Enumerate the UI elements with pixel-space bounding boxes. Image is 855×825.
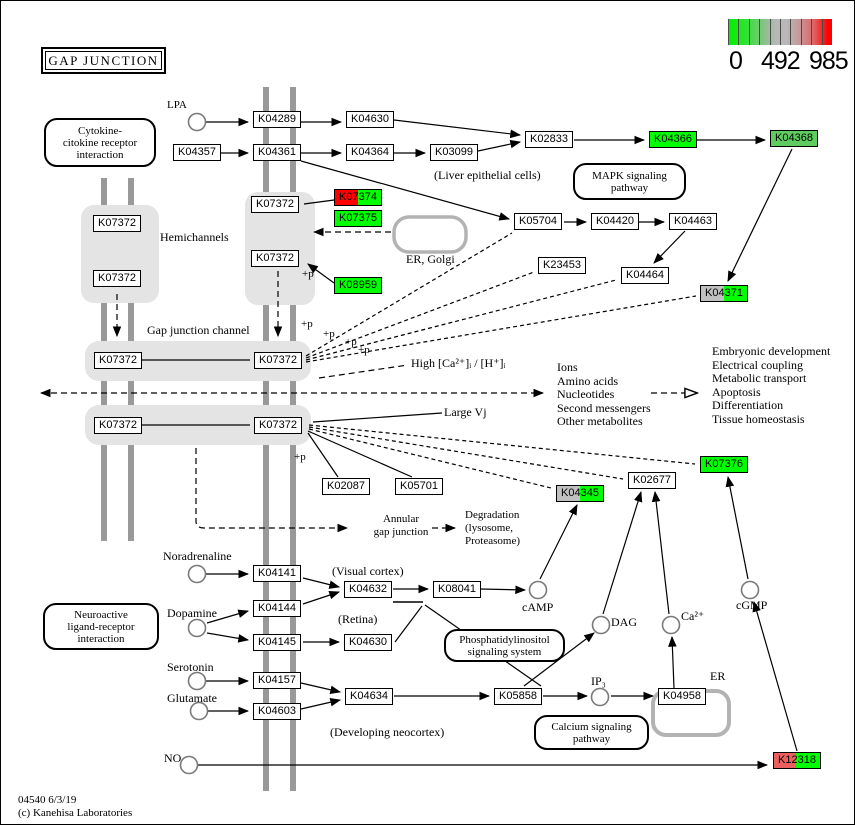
label-lpa: LPA	[167, 99, 187, 111]
ko-box-k02087[interactable]: K02087	[322, 478, 370, 495]
biological-effects-list: Embryonic development Electrical coupling Metabolic transport Apoptosis Differentiation Tissue homeostasis	[712, 344, 831, 426]
label-degradation: Degradation (lysosome, Proteasome)	[465, 509, 520, 547]
label-liver-cells: (Liver epithelial cells)	[434, 168, 541, 182]
label-gap-junction-channel: Gap junction channel	[147, 323, 250, 337]
ko-box-k04141[interactable]: K04141	[253, 565, 301, 582]
pathway-link-cytokine[interactable]: Cytokine- citokine receptor interaction	[44, 118, 156, 167]
label-ca2: Ca²⁺	[681, 609, 705, 623]
ko-box-k23453[interactable]: K23453	[538, 257, 586, 274]
ko-box-k07374[interactable]: K07374	[334, 189, 382, 206]
compound-lpa[interactable]	[189, 114, 206, 131]
colorbar-min-label: 0	[729, 47, 742, 75]
label-glutamate: Glutamate	[167, 691, 217, 705]
ko-box-k04463[interactable]: K04463	[669, 213, 717, 230]
ko-box-k03099[interactable]: K03099	[430, 144, 478, 161]
compound-ip3[interactable]	[592, 689, 609, 706]
ko-box-k04357[interactable]: K04357	[173, 144, 221, 161]
label-noradrenaline: Noradrenaline	[163, 549, 232, 563]
compound-dopamine[interactable]	[189, 620, 206, 637]
label-ip3: IP₃	[591, 674, 606, 688]
ko-box-k02833[interactable]: K02833	[525, 131, 573, 148]
pathway-link-mapk[interactable]: MAPK signaling pathway	[573, 163, 686, 200]
ko-box-k04345[interactable]: K04345	[556, 485, 604, 502]
ko-box-k02677[interactable]: K02677	[628, 472, 676, 489]
label-plus-p-4: +p	[358, 344, 370, 356]
ko-box-k05704[interactable]: K05704	[514, 213, 562, 230]
ko-box-k08041[interactable]: K08041	[433, 581, 481, 598]
er-golgi-shape	[394, 217, 466, 252]
label-hemichannels: Hemichannels	[160, 230, 229, 244]
compound-ca[interactable]	[663, 617, 680, 634]
ko-box-k04632[interactable]: K04632	[344, 581, 392, 598]
ko-box-k04157[interactable]: K04157	[253, 672, 301, 689]
label-visual-cortex: (Visual cortex)	[332, 564, 404, 578]
label-large-vj: Large Vj	[444, 405, 487, 419]
ko-box-k04368[interactable]: K04368	[770, 130, 818, 147]
ko-box-k04366[interactable]: K04366	[649, 131, 697, 148]
ko-box-k07375[interactable]: K07375	[334, 210, 382, 227]
ko-box-k07372-left-top[interactable]: K07372	[93, 215, 141, 232]
label-plus-p-2: +p	[323, 328, 335, 340]
label-retina: (Retina)	[338, 612, 378, 626]
compound-dag[interactable]	[593, 617, 610, 634]
ko-box-k04371[interactable]: K04371	[700, 285, 748, 302]
label-developing-neocortex: (Developing neocortex)	[330, 725, 445, 739]
compound-glutamate[interactable]	[191, 703, 208, 720]
label-er: ER	[710, 669, 726, 683]
ko-box-k07372-gj4[interactable]: K07372	[254, 417, 302, 434]
ko-box-k07372-gj1[interactable]: K07372	[94, 352, 142, 369]
pathway-link-phosphatidylinositol[interactable]: Phosphatidylinositol signaling system	[444, 629, 565, 662]
label-dag: DAG	[611, 615, 637, 629]
ko-box-k04603[interactable]: K04603	[253, 703, 301, 720]
page-title: GAP JUNCTION	[41, 47, 166, 74]
ko-box-k07372-gj3[interactable]: K07372	[94, 417, 142, 434]
label-plus-p-1: +p	[301, 318, 313, 330]
colorbar-max-label: 985	[809, 47, 848, 75]
label-camp: cAMP	[522, 600, 554, 614]
colorbar-mid-label: 492	[761, 47, 800, 75]
ko-box-k04420[interactable]: K04420	[591, 213, 639, 230]
label-no: NO	[164, 751, 182, 765]
ko-box-k04630-retina[interactable]: K04630	[344, 634, 392, 651]
compound-serotonin[interactable]	[189, 673, 206, 690]
ko-box-k12318[interactable]: K12318	[773, 752, 821, 769]
ko-box-k04145[interactable]: K04145	[253, 634, 301, 651]
ko-box-k05701[interactable]: K05701	[395, 478, 443, 495]
label-plus-p-5: +p	[294, 451, 306, 463]
ko-box-k04634[interactable]: K04634	[345, 688, 393, 705]
compound-no[interactable]	[181, 757, 198, 774]
ko-box-k04364[interactable]: K04364	[346, 144, 394, 161]
label-er-golgi: ER, Golgi	[406, 252, 455, 266]
ko-box-k07372-gj2[interactable]: K07372	[254, 352, 302, 369]
ko-box-k07376[interactable]: K07376	[700, 456, 748, 473]
label-dopamine: Dopamine	[167, 606, 217, 620]
label-plus-p-3: +p	[345, 336, 357, 348]
compound-noradrenaline[interactable]	[189, 566, 206, 583]
map-id-date: 04540 6/3/19	[18, 794, 77, 806]
label-annular-gap-junction: Annular gap junction	[373, 513, 429, 538]
pathway-link-neuroactive[interactable]: Neuroactive ligand-receptor interaction	[43, 603, 159, 650]
label-cgmp: cGMP	[736, 598, 768, 612]
ko-box-k07372-left-bottom[interactable]: K07372	[93, 270, 141, 287]
ko-box-k07372-hemi-bottom[interactable]: K07372	[251, 250, 299, 267]
ko-box-k04464[interactable]: K04464	[621, 267, 669, 284]
ko-box-k04630-top[interactable]: K04630	[346, 111, 394, 128]
ko-box-k07372-hemi-top[interactable]: K07372	[251, 196, 299, 213]
copyright: (c) Kanehisa Laboratories	[18, 807, 133, 819]
ko-box-k04144[interactable]: K04144	[253, 600, 301, 617]
transported-substances-list: Ions Amino acids Nucleotides Second messengers Other metabolites	[557, 360, 651, 428]
ko-box-k04289[interactable]: K04289	[253, 111, 301, 128]
ko-box-k08959[interactable]: K08959	[334, 277, 382, 294]
pathway-link-calcium[interactable]: Calcium signaling pathway	[534, 715, 649, 750]
expression-colorbar	[728, 19, 832, 45]
compound-cgmp[interactable]	[742, 582, 759, 599]
label-high-ca: High [Ca²⁺]ᵢ / [H⁺]ᵢ	[411, 356, 506, 370]
ko-box-k04958[interactable]: K04958	[658, 688, 706, 705]
ko-box-k05858[interactable]: K05858	[494, 688, 542, 705]
label-serotonin: Serotonin	[167, 660, 214, 674]
ko-box-k04361[interactable]: K04361	[253, 144, 301, 161]
compound-camp[interactable]	[530, 582, 547, 599]
label-plus-p-6: +p	[302, 268, 314, 280]
